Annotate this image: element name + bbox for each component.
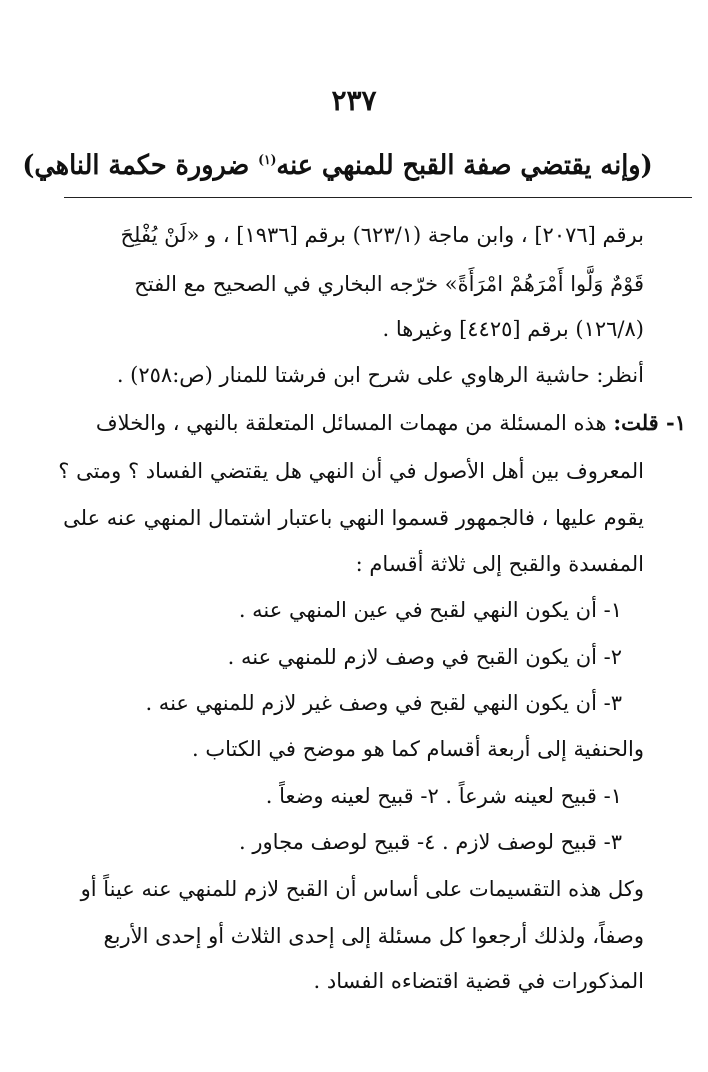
hanafi-intro: والحنفية إلى أربعة أقسام كما هو موضح في الكتاب .	[191, 737, 644, 761]
running-header-title-end: ضرورة حكمة الناهي)	[22, 150, 259, 181]
conclusion-line: وصفاً، ولذلك أرجعوا كل مسئلة إلى إحدى الثلاث أو إحدى الأربع	[103, 924, 644, 948]
footnote-line: (١٢٦/٨) برقم [٤٤٢٥] وغيرها .	[382, 317, 644, 341]
running-header	[22, 150, 653, 181]
note-paragraph-line: المفسدة والقبح إلى ثلاثة أقسام :	[355, 552, 644, 576]
running-header-title: (وإنه يقتضي صفة القبح للمنهي عنه	[276, 150, 653, 181]
majority-item: ٢- أن يكون القبح في وصف لازم للمنهي عنه .	[227, 645, 622, 669]
footnote-reference: أنظر: حاشية الرهاوي على شرح ابن فرشتا للمنار (ص:٢٥٨) .	[116, 363, 644, 387]
conclusion-line: المذكورات في قضية اقتضاءه الفساد .	[313, 969, 644, 993]
page-number: ٢٣٧	[331, 84, 377, 117]
header-rule	[64, 197, 692, 198]
majority-item: ١- أن يكون النهي لقبح في عين المنهي عنه .	[238, 598, 622, 622]
note-paragraph-line: هذه المسئلة من مهمات المسائل المتعلقة بالنهي ، والخلاف	[95, 411, 607, 435]
footnote-mark: (١)	[258, 153, 277, 168]
majority-item: ٣- أن يكون النهي لقبح في وصف غير لازم للمنهي عنه .	[145, 691, 622, 715]
footnote-line: قَوْمٌ وَلَّوا أَمْرَهُمْ امْرَأَةً» خرّجه البخاري في الصحيح مع الفتح	[134, 272, 644, 296]
note-paragraph-line: المعروف بين أهل الأصول في أن النهي هل يقتضي الفساد ؟ ومتى ؟	[58, 459, 644, 483]
hanafi-items: ٣- قبيح لوصف لازم . ٤- قبيح لوصف مجاور .	[239, 830, 622, 854]
footnote-line: برقم [٢٠٧٦] ، وابن ماجة (٦٢٣/١) برقم [١٩٣٦] ، و «لَنْ يُفْلِحَ	[120, 223, 644, 247]
hanafi-items: ١- قبيح لعينه شرعاً . ٢- قبيح لعينه وضعاً .	[265, 784, 622, 808]
note-paragraph-line: يقوم عليها ، فالجمهور قسموا النهي باعتبار اشتمال المنهي عنه على	[63, 506, 644, 530]
conclusion-line: وكل هذه التقسيمات على أساس أن القبح لازم للمنهي عنه عيناً أو	[80, 877, 644, 901]
note-label: ١- قلت:	[613, 410, 686, 435]
note-first-line	[96, 408, 686, 438]
